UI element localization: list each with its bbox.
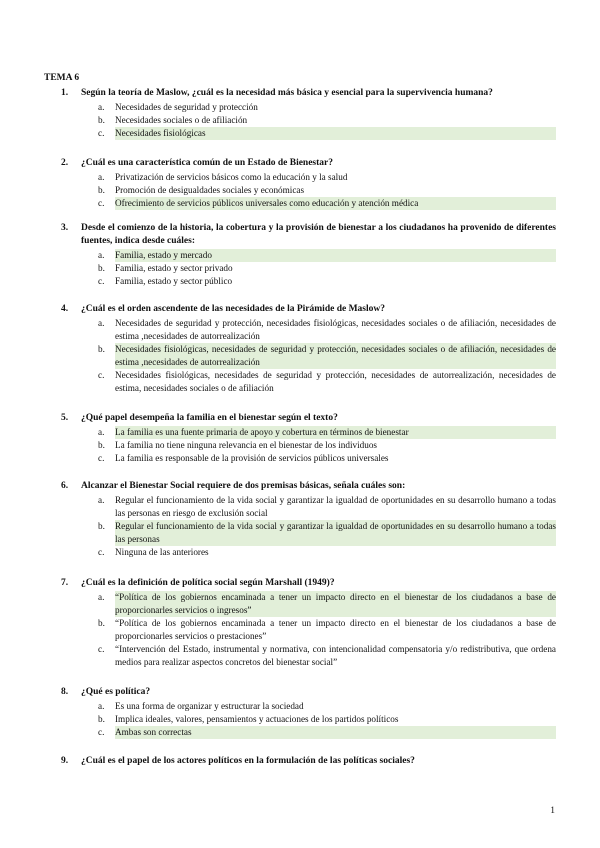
question-prompt: ¿Cuál es el orden ascendente de las necesidades de la Pirámide de Maslow? [81,304,385,314]
question-8 [44,686,556,739]
option-text: Es una forma de organizar y estructurar la sociedad [115,701,304,711]
answer-option [44,275,556,288]
option-text: Necesidades sociales o de afiliación [115,115,248,125]
question-text [44,686,556,699]
option-text: La familia es responsable de la provisión de servicios públicos universales [115,453,389,463]
option-letter: a. [98,250,105,260]
question-text [44,303,556,316]
document-title: TEMA 6 [44,73,80,83]
answer-option [44,184,556,197]
option-letter: c. [98,453,105,463]
answer-option-correct [44,249,556,262]
answer-option-correct [44,197,556,210]
option-letter: b. [98,618,105,628]
option-text: Familia, estado y sector privado [115,263,233,273]
option-letter: a. [98,701,105,711]
option-letter: b. [98,115,105,125]
question-text [44,755,556,768]
question-4 [44,303,556,395]
question-number: 3. [61,223,69,233]
question-text [44,87,556,100]
answer-option [44,713,556,726]
question-prompt: ¿Cuál es el papel de los actores políticos en la formulación de las políticas sociales? [81,756,415,766]
question-prompt: ¿Qué papel desempeña la familia en el bienestar según el texto? [81,413,338,423]
question-number: 6. [61,481,69,491]
question-text [44,157,556,170]
answer-option [44,452,556,465]
option-text: La familia no tiene ninguna relevancia en el bienestar de los individuos [115,440,378,450]
question-6 [44,480,556,559]
question-text [44,222,556,248]
answer-option [44,617,556,643]
answer-option-correct [44,726,556,739]
option-text: “Política de los gobiernos encaminada a tener un impacto directo en el bienestar de los ciudadanos a base de proporcionarles servicios o ingresos” [115,592,556,615]
option-text: Implica ideales, valores, pensamientos y actuaciones de los partidos políticos [115,714,399,724]
answer-option [44,494,556,520]
option-letter: b. [98,521,105,531]
answer-option [44,643,556,669]
option-letter: a. [98,102,105,112]
answer-option [44,546,556,559]
option-text: Necesidades de seguridad y protección, necesidades fisiológicas, necesidades sociales o de afiliación, necesidades de estima ,necesidades de autorrealización [115,318,556,341]
question-7 [44,577,556,669]
option-text: La familia es una fuente primaria de apoyo y cobertura en términos de bienestar [115,426,556,439]
answer-option-correct [44,426,556,439]
option-letter: b. [98,263,105,273]
question-number: 7. [61,578,69,588]
option-letter: c. [98,727,105,737]
answer-option-correct [44,127,556,140]
option-letter: c. [98,547,105,557]
question-prompt: ¿Cuál es una característica común de un Estado de Bienestar? [81,158,334,168]
page-number: 1 [550,806,555,816]
question-prompt: ¿Qué es política? [81,687,151,697]
option-text: Necesidades fisiológicas, necesidades de seguridad y protección, necesidades sociales o de afiliación, necesidades de estima ,necesidades de autorrealización [115,344,556,367]
question-number: 4. [61,304,69,314]
option-letter: c. [98,198,105,208]
option-text: Privatización de servicios básicos como la educación y la salud [115,172,348,182]
answer-option [44,262,556,275]
option-letter: a. [98,592,105,602]
option-letter: c. [98,370,105,380]
option-letter: c. [98,128,105,138]
answer-option [44,171,556,184]
question-number: 9. [61,756,69,766]
option-text: “Intervención del Estado, instrumental y normativa, con intencionalidad compensatoria y/o redistributiva, que ordena medios para realizar aspectos concretos del bienestar social” [115,644,556,667]
question-text [44,577,556,590]
option-text: Ambas son correctas [115,726,556,739]
option-text: Ninguna de las anteriores [115,547,209,557]
answer-option-correct [44,520,556,546]
option-letter: c. [98,644,105,654]
question-prompt: Desde el comienzo de la historia, la cobertura y la provisión de bienestar a los ciudadanos ha provenido de diferentes fuentes, indica desde cuáles: [81,223,556,246]
answer-option [44,114,556,127]
option-letter: b. [98,185,105,195]
option-letter: a. [98,172,105,182]
option-letter: b. [98,714,105,724]
option-text: Necesidades de seguridad y protección [115,102,258,112]
option-letter: b. [98,440,105,450]
question-5 [44,412,556,465]
question-9 [44,755,556,768]
option-letter: a. [98,427,105,437]
question-prompt: Alcanzar el Bienestar Social requiere de dos premisas básicas, señala cuáles son: [81,481,406,491]
option-letter: a. [98,318,105,328]
answer-option-correct [44,343,556,369]
answer-option-correct [44,591,556,617]
question-prompt: ¿Cuál es la definición de política social según Marshall (1949)? [81,578,335,588]
question-number: 8. [61,687,69,697]
option-text: “Política de los gobiernos encaminada a tener un impacto directo en el bienestar de los ciudadanos a base de proporcionarles servicios o prestaciones” [115,618,556,641]
question-1 [44,87,556,140]
option-text: Familia, estado y sector público [115,276,233,286]
option-letter: b. [98,344,105,354]
answer-option [44,317,556,343]
answer-option [44,439,556,452]
option-text: Necesidades fisiológicas, necesidades de seguridad y protección, necesidades de autorrealización, necesidades de estima, necesidades sociales o de afiliación [115,370,556,393]
question-number: 1. [61,88,69,98]
question-number: 2. [61,158,69,168]
question-text [44,412,556,425]
answer-option [44,369,556,395]
question-3 [44,222,556,288]
option-text: Regular el funcionamiento de la vida social y garantizar la igualdad de oportunidades en su desarrollo humano a todas las personas [115,521,556,544]
option-text: Regular el funcionamiento de la vida social y garantizar la igualdad de oportunidades en su desarrollo humano a todas las personas en riesgo de exclusión social [115,495,556,518]
answer-option [44,101,556,114]
option-letter: c. [98,276,105,286]
question-prompt: Según la teoría de Maslow, ¿cuál es la necesidad más básica y esencial para la supervivencia humana? [81,88,493,98]
question-text [44,480,556,493]
option-text: Necesidades fisiológicas [115,127,556,140]
option-letter: a. [98,495,105,505]
option-text: Familia, estado y mercado [115,249,556,262]
answer-option [44,700,556,713]
question-number: 5. [61,413,69,423]
question-2 [44,157,556,210]
option-text: Promoción de desigualdades sociales y económicas [115,185,305,195]
option-text: Ofrecimiento de servicios públicos universales como educación y atención médica [115,197,556,210]
